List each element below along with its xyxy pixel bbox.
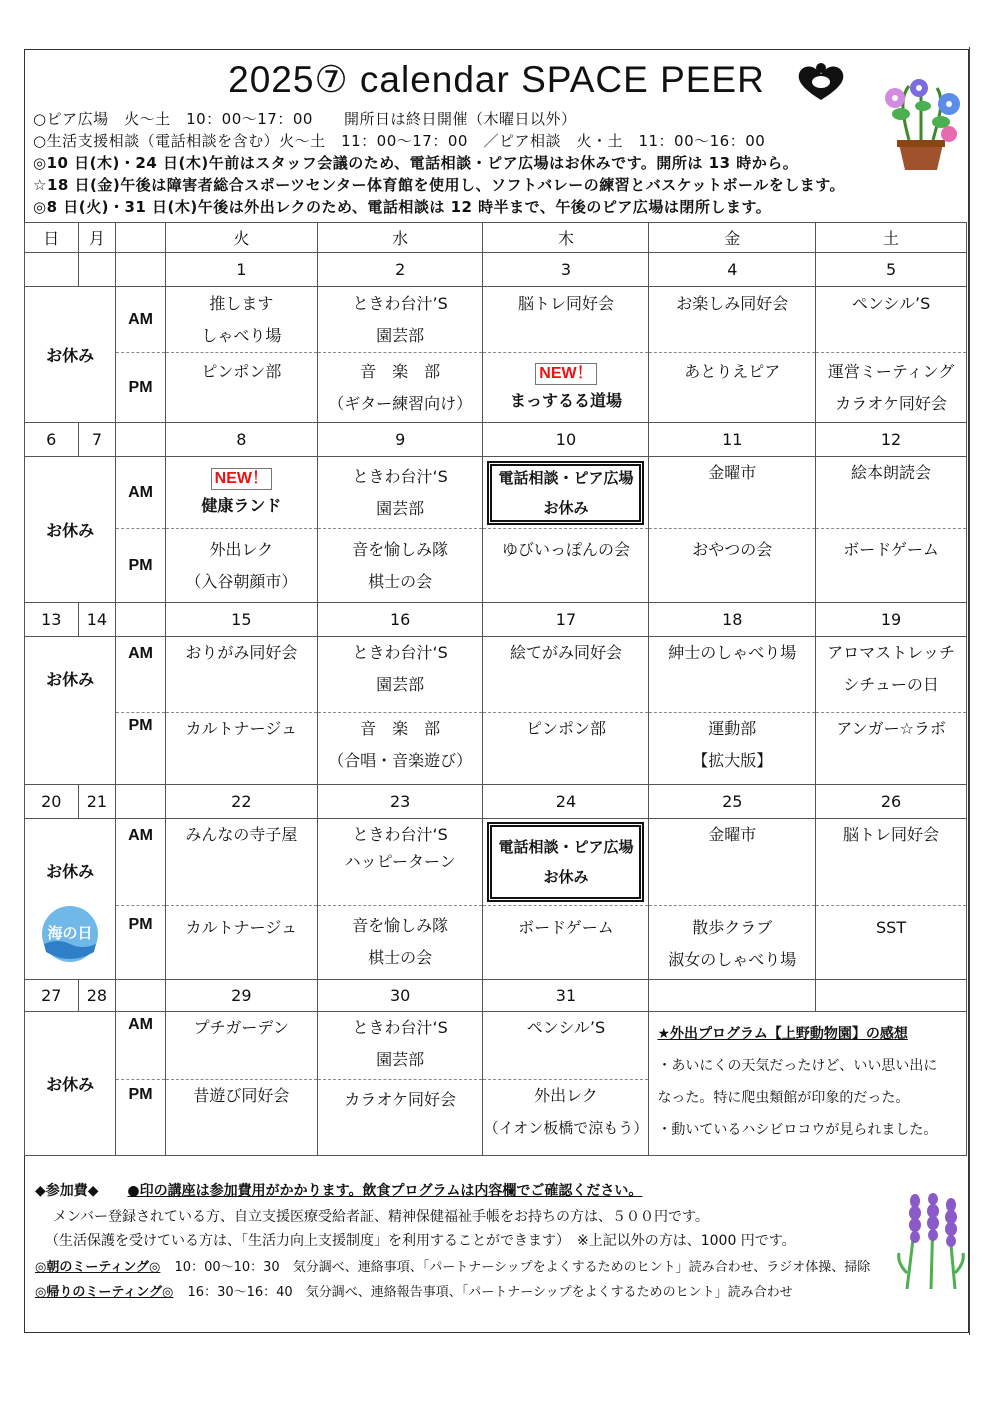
fee-header [35, 1180, 642, 1200]
event-cell: カルトナージュ [165, 713, 317, 785]
weekday-mon: 月 [78, 223, 116, 253]
closed-notice-box: 電話相談・ピア広場 お休み [483, 457, 649, 529]
date-cell: 4 [649, 253, 816, 287]
date-sun [25, 253, 79, 287]
date-cell: 29 [165, 980, 317, 1012]
event-cell: 絵本朗読会 [816, 457, 967, 529]
date-cell: 26 [816, 785, 967, 819]
weekday-sat: 土 [816, 223, 967, 253]
svg-text:海の日: 海の日 [47, 924, 93, 942]
pm-label: PM [116, 713, 165, 785]
event-cell: 絵てがみ同好会 [483, 637, 649, 713]
date-cell: 16 [317, 603, 483, 637]
weekday-tue: 火 [165, 223, 317, 253]
event-cell: ときわ台汁‘S ハッピーターン [317, 819, 483, 906]
am-row [25, 819, 967, 906]
date-cell: 5 [816, 253, 967, 287]
event-cell: NEW！ まっするる道場 [483, 353, 649, 423]
new-badge: NEW！ [535, 363, 596, 385]
pm-row [25, 353, 967, 423]
date-cell: 18 [649, 603, 816, 637]
date-cell [649, 980, 816, 1012]
calendar-table [24, 222, 967, 1156]
event-cell: カラオケ同好会 [317, 1080, 483, 1156]
fee-line-1: メンバー登録されている方、自立支援医療受給者証、精神保健福祉手帳をお持ちの方は、５００円です。 [53, 1209, 709, 1225]
event-cell: お楽しみ同好会 [649, 287, 816, 353]
hours-line-1: ○ピア広場 火～土 10：00～17：00 開所日は終日開催（木曜日以外） [33, 110, 577, 128]
notice-line-2: ☆18 日(金)午後は障害者総合スポーツセンター体育館を使用し、ソフトバレーの練習とバスケットボールをします。 [33, 176, 846, 194]
date-sun: 6 [25, 423, 79, 457]
fee-note: ●印の講座は参加費用がかかります。飲食プログラムは内容欄でご確認ください。 [127, 1183, 643, 1199]
pm-label: PM [116, 353, 165, 423]
event-cell: ペンシル’S [816, 287, 967, 353]
outing-impressions [649, 1012, 967, 1156]
event-cell: SST [816, 906, 967, 980]
event-cell: ピンポン部 [483, 713, 649, 785]
event-cell: 金曜市 [649, 819, 816, 906]
event-cell: おりがみ同好会 [165, 637, 317, 713]
event-cell: アロマストレッチ シチューの日 [816, 637, 967, 713]
am-label: AM [116, 637, 165, 713]
event-cell: 脳トレ同好会 [816, 819, 967, 906]
event-cell: ときわ台汁‘S 園芸部 [317, 1012, 483, 1080]
date-cell: 19 [816, 603, 967, 637]
pm-row [25, 906, 967, 980]
date-blank [116, 253, 165, 287]
calendar-sheet [24, 49, 969, 1333]
pm-label: PM [116, 529, 165, 603]
date-cell: 11 [649, 423, 816, 457]
event-cell: ピンポン部 [165, 353, 317, 423]
date-cell: 8 [165, 423, 317, 457]
event-cell: 音 楽 部 （合唱・音楽遊び） [317, 713, 483, 785]
event-cell: NEW！ 健康ランド [165, 457, 317, 529]
evening-meeting-label: ◎帰りのミーティング◎ [35, 1285, 174, 1300]
pm-label: PM [116, 1080, 165, 1156]
date-row [25, 423, 967, 457]
date-row [25, 980, 967, 1012]
outing-impression-line: ・あいにくの天気だったけど、いい思い出に [657, 1058, 938, 1074]
event-cell: ときわ台汁‘S 園芸部 [317, 637, 483, 713]
new-badge: NEW！ [211, 468, 272, 490]
event-cell: ゆびいっぽんの会 [483, 529, 649, 603]
event-cell: ときわ台汁‘S 園芸部 [317, 457, 483, 529]
date-cell: 1 [165, 253, 317, 287]
outing-impression-line: なった。特に爬虫類館が印象的だった。 [657, 1090, 910, 1106]
date-cell: 12 [816, 423, 967, 457]
event-cell: おやつの会 [649, 529, 816, 603]
date-mon: 21 [78, 785, 116, 819]
date-cell: 24 [483, 785, 649, 819]
am-row [25, 457, 967, 529]
closed-label: お休み [25, 637, 116, 785]
heart-logo-icon [795, 62, 847, 102]
event-cell: プチガーデン [165, 1012, 317, 1080]
event-cell: 紳士のしゃべり場 [649, 637, 816, 713]
event-cell: アンガー☆ラボ [816, 713, 967, 785]
date-cell: 25 [649, 785, 816, 819]
am-label: AM [116, 1012, 165, 1080]
event-cell: ペンシル’S [483, 1012, 649, 1080]
date-cell: 30 [317, 980, 483, 1012]
pm-label: PM [116, 906, 165, 980]
date-blank [116, 423, 165, 457]
pm-row [25, 713, 967, 785]
date-cell: 17 [483, 603, 649, 637]
am-label: AM [116, 287, 165, 353]
weekday-header-row [25, 223, 967, 253]
morning-meeting [35, 1256, 870, 1275]
date-blank [116, 980, 165, 1012]
am-label: AM [116, 457, 165, 529]
hours-line-2: ○生活支援相談（電話相談を含む）火～土 11：00～17：00 ／ピア相談 火・土 11：00～16：00 [33, 132, 766, 150]
date-blank [116, 603, 165, 637]
event-cell: ボードゲーム [483, 906, 649, 980]
weekday-sun: 日 [25, 223, 79, 253]
fee-line-2: （生活保護を受けている方は、「生活力向上支援制度」を利用することができます） ※上記以外の方は、1000 円です。 [45, 1233, 796, 1249]
date-mon [78, 253, 116, 287]
date-cell: 3 [483, 253, 649, 287]
event-cell: あとりえピア [649, 353, 816, 423]
closed-label: お休み [25, 1012, 116, 1156]
lavender-icon [893, 1193, 969, 1291]
event-cell: 散歩クラブ 淑女のしゃべり場 [649, 906, 816, 980]
date-cell: 23 [317, 785, 483, 819]
date-sun: 13 [25, 603, 79, 637]
event-cell: みんなの寺子屋 [165, 819, 317, 906]
date-mon: 14 [78, 603, 116, 637]
event-cell: 脳トレ同好会 [483, 287, 649, 353]
notice-line-3: ◎8 日(火)・31 日(木)午後は外出レクのため、電話相談は 12 時半まで、午後のピア広場は閉所します。 [33, 198, 772, 216]
event-cell: 昔遊び同好会 [165, 1080, 317, 1156]
event-cell: 音を愉しみ隊 棋士の会 [317, 529, 483, 603]
pm-row [25, 529, 967, 603]
event-cell: カルトナージュ [165, 906, 317, 980]
closed-label: お休み 海の日 [25, 819, 116, 980]
morning-meeting-text: 10：00～10：30 気分調べ、連絡事項、「パートナーシップをよくするためのヒント」読み合わせ、ラジオ体操、掃除 [174, 1260, 871, 1275]
date-row [25, 253, 967, 287]
am-row [25, 637, 967, 713]
am-row [25, 1012, 967, 1080]
closed-label: お休み [25, 457, 116, 603]
event-cell: 音を愉しみ隊 棋士の会 [317, 906, 483, 980]
page-right-rule [969, 47, 970, 1335]
event-cell: ときわ台汁’S 園芸部 [317, 287, 483, 353]
event-cell: 金曜市 [649, 457, 816, 529]
morning-glory-plant-icon [879, 78, 963, 172]
am-label: AM [116, 819, 165, 906]
event-cell: 外出レク （入谷朝顔市） [165, 529, 317, 603]
evening-meeting-text: 16：30～16：40 気分調べ、連絡報告事項、「パートナーシップをよくするためのヒント」読み合わせ [187, 1285, 793, 1300]
date-cell: 2 [317, 253, 483, 287]
outing-impressions-title: ★外出プログラム【上野動物園】の感想 [657, 1026, 908, 1042]
am-row [25, 287, 967, 353]
weekday-thu: 木 [483, 223, 649, 253]
date-row [25, 603, 967, 637]
weekday-blank [116, 223, 165, 253]
fee-title: ◆参加費◆ [35, 1183, 99, 1199]
weekday-fri: 金 [649, 223, 816, 253]
evening-meeting [35, 1281, 793, 1300]
notice-line-1: ◎10 日(木)・24 日(木)午前はスタッフ会議のため、電話相談・ピア広場はお休みです。開所は 13 時から。 [33, 154, 799, 172]
weekday-wed: 水 [317, 223, 483, 253]
date-row [25, 785, 967, 819]
morning-meeting-label: ◎朝のミーティング◎ [35, 1260, 161, 1275]
page-title: 2025⑦ calendar SPACE PEER [228, 59, 765, 100]
date-sun: 20 [25, 785, 79, 819]
date-cell: 22 [165, 785, 317, 819]
closed-label: お休み [25, 287, 116, 423]
umi-no-hi-badge-icon [40, 904, 100, 964]
closed-notice-box: 電話相談・ピア広場 お休み [483, 819, 649, 906]
date-sun: 27 [25, 980, 79, 1012]
event-cell: 運動部 【拡大版】 [649, 713, 816, 785]
date-cell: 10 [483, 423, 649, 457]
event-cell: ボードゲーム [816, 529, 967, 603]
event-cell: 推します しゃべり場 [165, 287, 317, 353]
event-cell: 運営ミーティング カラオケ同好会 [816, 353, 967, 423]
outing-impression-line: ・動いているハシビロコウが見られました。 [657, 1122, 938, 1138]
date-cell: 15 [165, 603, 317, 637]
event-cell: 音 楽 部 （ギター練習向け） [317, 353, 483, 423]
date-blank [116, 785, 165, 819]
date-mon: 7 [78, 423, 116, 457]
date-cell: 31 [483, 980, 649, 1012]
date-mon: 28 [78, 980, 116, 1012]
event-cell: 外出レク （イオン板橋で涼もう） [483, 1080, 649, 1156]
date-cell [816, 980, 967, 1012]
date-cell: 9 [317, 423, 483, 457]
